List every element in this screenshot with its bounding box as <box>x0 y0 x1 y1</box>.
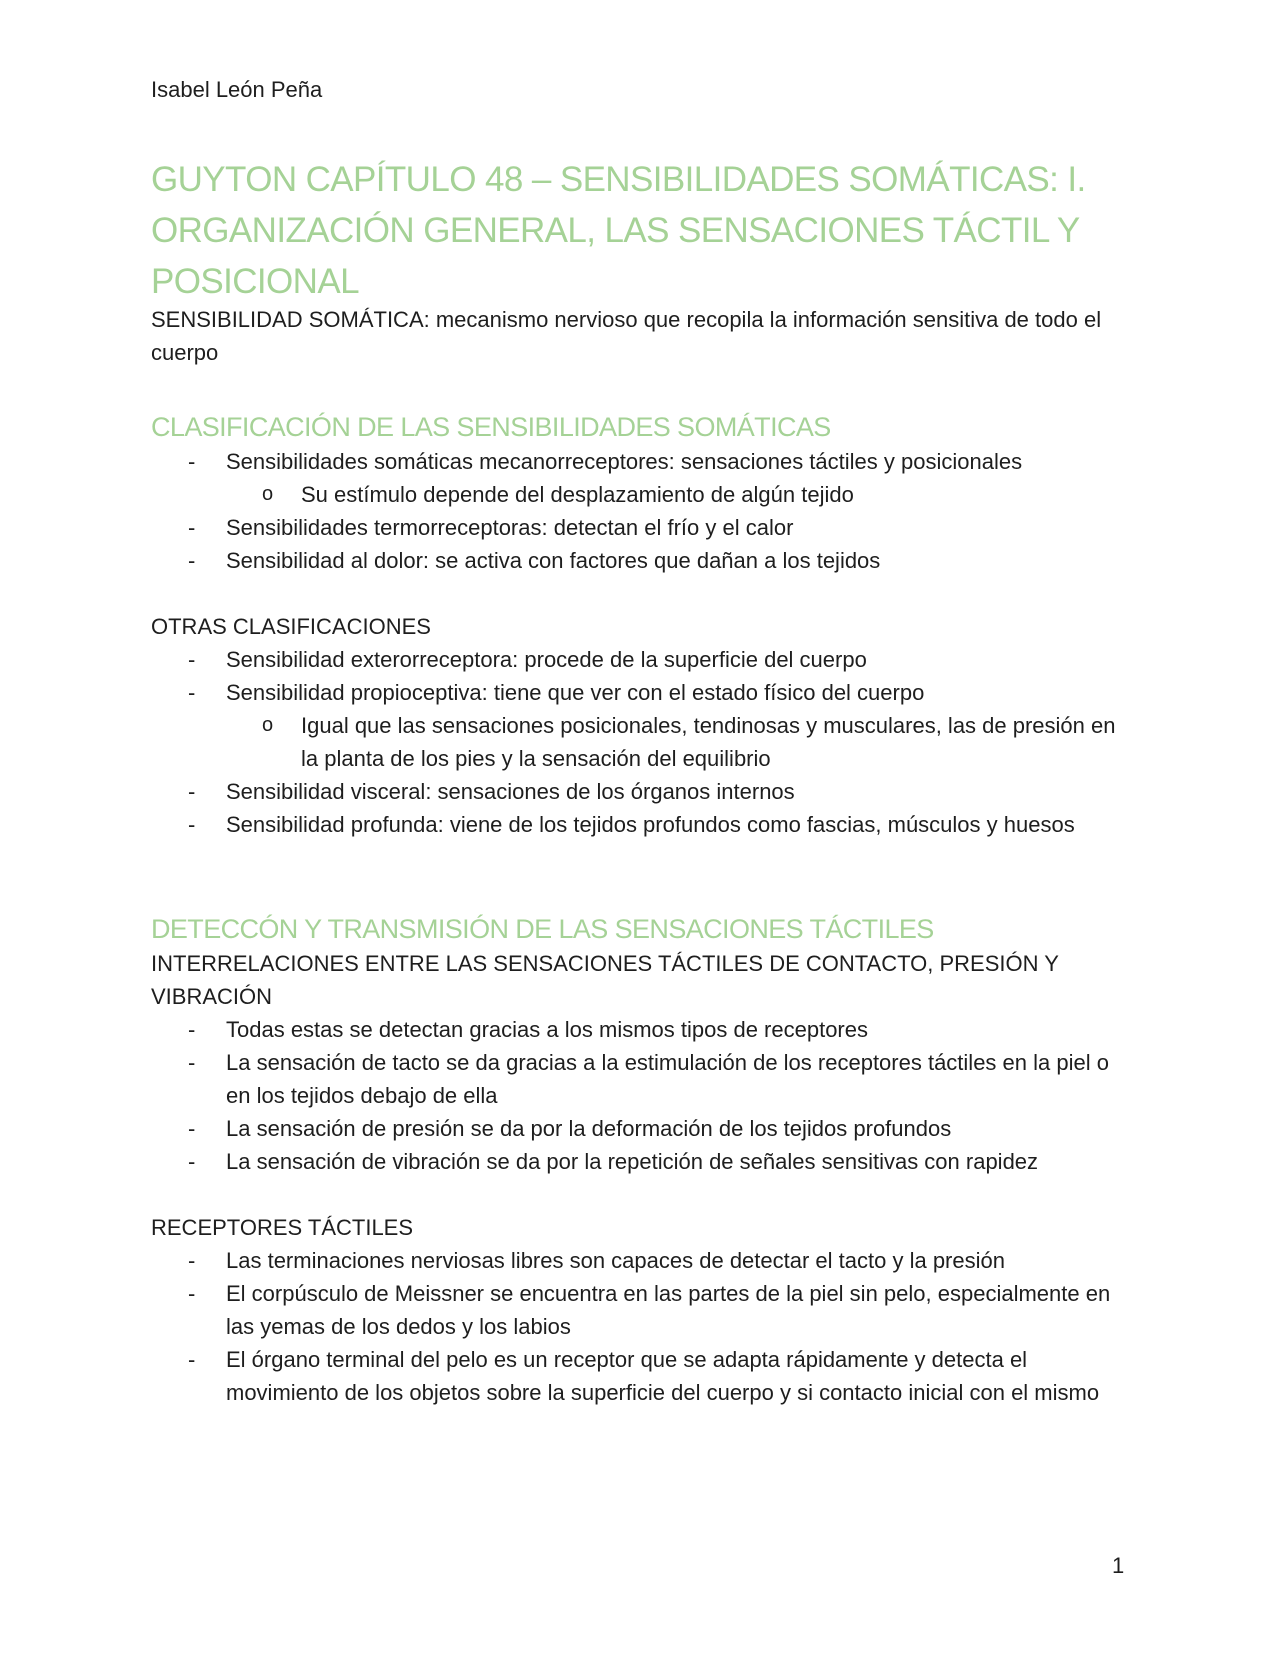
sub-list-item <box>226 478 1136 511</box>
dash-bullet: - <box>188 1149 196 1174</box>
dash-bullet: - <box>188 647 196 672</box>
list-item <box>151 1046 1136 1112</box>
interrelations-heading: INTERRELACIONES ENTRE LAS SENSACIONES TÁCTILES DE CONTACTO, PRESIÓN Y VIBRACIÓN <box>151 951 1059 1009</box>
dash-bullet: - <box>188 1017 196 1042</box>
list-item <box>151 511 1136 544</box>
list-item-text: Sensibilidad profunda: viene de los tejidos profundos como fascias, músculos y huesos <box>226 812 1075 837</box>
dash-bullet: - <box>188 449 196 474</box>
circle-bullet: o <box>262 714 274 736</box>
list-item-text: Sensibilidad al dolor: se activa con factores que dañan a los tejidos <box>226 548 881 573</box>
circle-bullet: o <box>262 483 274 505</box>
tactile-receptors-heading: RECEPTORES TÁCTILES <box>151 1215 414 1240</box>
sub-list <box>226 709 1136 775</box>
document-body <box>151 154 1136 1409</box>
author-name: Isabel León Peña <box>151 77 323 102</box>
sub-list <box>226 478 1136 511</box>
list-item <box>151 445 1136 511</box>
dash-bullet: - <box>188 1050 196 1075</box>
document-title: GUYTON CAPÍTULO 48 – SENSIBILIDADES SOMÁTICAS: I. ORGANIZACIÓN GENERAL, LAS SENSACIONES TÁCTIL Y POSICIONAL <box>151 160 1086 301</box>
list-item-text: El corpúsculo de Meissner se encuentra en las partes de la piel sin pelo, especialmente en las yemas de los dedos y los labios <box>226 1281 1111 1339</box>
section-heading-detection: DETECCÓN Y TRANSMISIÓN DE LAS SENSACIONES TÁCTILES <box>151 914 934 944</box>
classification-list <box>151 445 1136 577</box>
dash-bullet: - <box>188 1281 196 1306</box>
list-item <box>151 1244 1136 1277</box>
list-item-text: El órgano terminal del pelo es un receptor que se adapta rápidamente y detecta el movimiento de los objetos sobre la superficie del cuerpo y si contacto inicial con el mismo <box>226 1347 1100 1405</box>
definition-paragraph: SENSIBILIDAD SOMÁTICA: mecanismo nervioso que recopila la información sensitiva de todo el cuerpo <box>151 307 1102 365</box>
list-item-text: La sensación de presión se da por la deformación de los tejidos profundos <box>226 1116 952 1141</box>
list-item-text: Las terminaciones nerviosas libres son capaces de detectar el tacto y la presión <box>226 1248 1005 1273</box>
list-item <box>151 1145 1136 1178</box>
list-item <box>151 1343 1136 1409</box>
sub-list-item-text: Su estímulo depende del desplazamiento de algún tejido <box>301 482 854 507</box>
list-item-text: La sensación de tacto se da gracias a la estimulación de los receptores táctiles en la piel o en los tejidos debajo de ella <box>226 1050 1109 1108</box>
list-item <box>151 775 1136 808</box>
dash-bullet: - <box>188 779 196 804</box>
sub-list-item <box>226 709 1136 775</box>
list-item <box>151 1013 1136 1046</box>
other-classifications-heading: OTRAS CLASIFICACIONES <box>151 614 431 639</box>
page-number: 1 <box>1112 1553 1125 1578</box>
dash-bullet: - <box>188 1248 196 1273</box>
list-item-text: Todas estas se detectan gracias a los mismos tipos de receptores <box>226 1017 868 1042</box>
list-item-text: Sensibilidades termorreceptoras: detectan el frío y el calor <box>226 515 794 540</box>
dash-bullet: - <box>188 1347 196 1372</box>
list-item-text: Sensibilidades somáticas mecanorreceptores: sensaciones táctiles y posicionales <box>226 449 1023 474</box>
list-item-text: Sensibilidad exterorreceptora: procede de la superficie del cuerpo <box>226 647 867 672</box>
list-item <box>151 808 1136 841</box>
dash-bullet: - <box>188 548 196 573</box>
sub-list-item-text: Igual que las sensaciones posicionales, tendinosas y musculares, las de presión en la planta de los pies y la sensación del equilibrio <box>301 713 1116 771</box>
section-heading-classification: CLASIFICACIÓN DE LAS SENSIBILIDADES SOMÁTICAS <box>151 412 831 442</box>
dash-bullet: - <box>188 680 196 705</box>
list-item <box>151 643 1136 676</box>
tactile-receptors-list <box>151 1244 1136 1409</box>
list-item-text: La sensación de vibración se da por la repetición de señales sensitivas con rapidez <box>226 1149 1039 1174</box>
list-item <box>151 544 1136 577</box>
list-item <box>151 676 1136 775</box>
other-classifications-list <box>151 643 1136 841</box>
interrelations-list <box>151 1013 1136 1178</box>
list-item <box>151 1112 1136 1145</box>
dash-bullet: - <box>188 812 196 837</box>
dash-bullet: - <box>188 515 196 540</box>
list-item-text: Sensibilidad visceral: sensaciones de los órganos internos <box>226 779 795 804</box>
list-item <box>151 1277 1136 1343</box>
list-item-text: Sensibilidad propioceptiva: tiene que ver con el estado físico del cuerpo <box>226 680 925 705</box>
dash-bullet: - <box>188 1116 196 1141</box>
